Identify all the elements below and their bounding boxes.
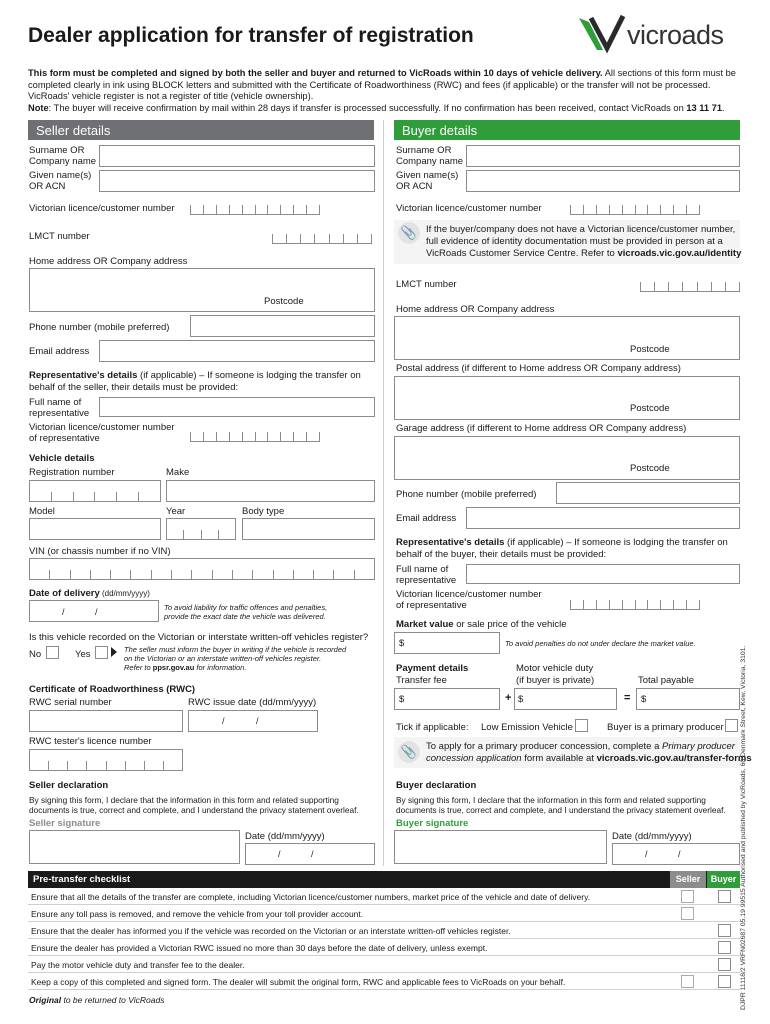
seller-rep-name-input[interactable] [99,397,375,417]
buyer-phone-label: Phone number (mobile preferred) [396,489,537,500]
written-off-question: Is this vehicle recorded on the Victorian or interstate written-off vehicles register? [29,632,369,643]
delivery-note-1: To avoid liability for traffic offences and penalties, [164,603,328,612]
buyer-licence-input[interactable] [570,205,700,215]
delivery-date-input[interactable] [29,600,159,622]
buyer-postcode-label-2: Postcode [630,403,670,414]
checklist-buyer-checkbox[interactable] [718,924,731,937]
buyer-postcode-label-1: Postcode [630,344,670,355]
seller-rep-bold: Representative's details [29,370,138,381]
duty-dollar: $ [518,694,524,705]
checklist-buyer-checkbox[interactable] [718,890,731,903]
buyer-rep-name-label2: representative [396,575,457,586]
seller-postcode-label: Postcode [264,296,304,307]
buyer-rep-lic-label2: of representative [396,600,467,611]
buyer-home-address-input[interactable] [394,316,740,360]
seller-rep-line2: behalf of the seller, their details must be provided: [29,382,239,393]
footer-original: Original [29,995,62,1005]
intro-bold: This form must be completed and signed by both the seller and buyer and returned to VicRoads within 10 days of vehicle delivery. [28,68,603,78]
checklist-header-bar [28,871,740,888]
equals-sign: = [624,692,631,704]
checklist-item-text: Ensure that all the details of the transfer are complete, including Victorian licence/customer numbers, market price of the vehicle and date of delivery. [31,892,591,902]
duty-input[interactable] [514,688,617,710]
checklist-item [28,923,740,939]
buyer-signature-label: Buyer signature [396,818,469,829]
transfer-fee-input[interactable] [394,688,500,710]
total-payable-input[interactable] [636,688,740,710]
buyer-rep-lic-input[interactable] [570,600,700,610]
buyer-id-note-3 [426,248,741,259]
checklist-buyer-checkbox[interactable] [718,958,731,971]
buyer-phone-input[interactable] [556,482,740,504]
checklist-item-text: Pay the motor vehicle duty and transfer fee to the dealer. [31,960,245,970]
delivery-date-format: (dd/mm/yyyy) [99,589,150,598]
market-value-rest: or sale price of the vehicle [453,619,567,630]
rwc-serial-input[interactable] [29,710,183,732]
payment-details-heading: Payment details [396,663,469,674]
low-emission-checkbox[interactable] [575,719,588,732]
paperclip-icon: 📎 [398,222,420,244]
registration-combs [29,492,161,502]
buyer-surname-label: Surname OR [396,145,452,156]
rwc-serial-label: RWC serial number [29,697,112,708]
transfer-forms-link[interactable]: vicroads.vic.gov.au/transfer-forms [596,753,752,764]
arrow-right-icon [111,647,117,657]
wo-note3a: Refer to [124,663,153,672]
seller-phone-input[interactable] [190,315,375,337]
intro-rest: All sections of this form must be completed clearly in ink using BLOCK letters and submitted with the Certificate of Roadworthiness (RWC) and fees (if applicable) or the transfer will not be processed. VicRoads' vehicle register is not a register of title (vehicle ownership). [28,68,736,101]
vicroads-logo-text: vicroads [627,20,724,50]
seller-company-label: Company name [29,156,97,167]
note-text: : The buyer will receive confirmation by mail within 28 days if transfer is processed successfully. If no confirmation has been received, contact VicRoads on [48,102,687,113]
buyer-email-label: Email address [396,513,457,524]
seller-licence-input[interactable] [190,205,320,215]
delivery-date-bold: Date of delivery [29,588,100,599]
buyer-rep-lic-label1: Victorian licence/customer number [396,589,542,600]
checklist-buyer-checkbox[interactable] [718,975,731,988]
seller-rep-lic-input[interactable] [190,432,320,442]
buyer-email-input[interactable] [466,507,740,529]
total-payable-label: Total payable [638,675,694,686]
buyer-given-label: Given name(s) [396,170,459,181]
buyer-date-input[interactable] [612,843,740,865]
seller-signature-label: Seller signature [29,818,101,829]
primary-producer-label: Buyer is a primary producer [607,722,724,733]
rwc-date-input[interactable] [188,710,318,732]
seller-phone-label: Phone number (mobile preferred) [29,322,170,333]
buyer-garage-input[interactable] [394,436,740,480]
buyer-home-address-label: Home address OR Company address [396,304,555,315]
low-emission-label: Low Emission Vehicle [481,722,573,733]
concession-2b: form available at [521,753,597,764]
publication-side-text: DJPR 11118/2 VRFN02687 05.19 99515 Authorised and published by VicRoads, 60 Denmark Street, Kew, Victoria, 3101. [740,645,747,1010]
model-label: Model [29,506,55,517]
buyer-postcode-label-3: Postcode [630,463,670,474]
seller-rep-heading [29,370,361,381]
checklist-item-text: Ensure the dealer has provided a Victorian RWC issued no more than 30 days before the date of delivery, unless exempt. [31,943,488,953]
checklist-item [28,974,740,990]
checklist-item [28,957,740,973]
checklist-item [28,889,740,905]
checklist-item-text: Ensure any toll pass is removed, and remove the vehicle from your toll provider account. [31,909,364,919]
column-divider [383,120,384,866]
checklist-buyer-checkbox[interactable] [718,941,731,954]
seller-rep-lic-label1: Victorian licence/customer number [29,422,175,433]
seller-declaration-text-2: documents is true, correct and complete, and I understand the privacy statement overleaf. [29,805,359,815]
buyer-postal-input[interactable] [394,376,740,420]
vin-label: VIN (or chassis number if no VIN) [29,546,171,557]
registration-label: Registration number [29,467,115,478]
buyer-rep-line2: behalf of the buyer, their details must be provided: [396,549,607,560]
buyer-rep-bold: Representative's details [396,537,505,548]
checklist-item-text: Ensure that the dealer has informed you if the vehicle was recorded on the Victorian or an interstate written-off vehicles register. [31,926,511,936]
footer-note [29,995,164,1006]
seller-declaration-heading: Seller declaration [29,780,109,791]
buyer-details-header: Buyer details [394,120,740,140]
seller-date-input[interactable] [245,843,375,865]
concession-2a: concession application [426,753,522,764]
year-label: Year [166,506,186,517]
seller-lmct-input[interactable] [272,234,372,244]
wo-note3c: for information. [194,663,247,672]
delivery-date-label [29,588,150,599]
seller-rep-name-label1: Full name of [29,397,82,408]
vicroads-logo [577,14,743,54]
seller-home-address-label: Home address OR Company address [29,256,188,267]
checklist-heading: Pre-transfer checklist [33,874,131,885]
buyer-signature-input[interactable] [394,830,607,864]
vin-combs [29,570,375,580]
concession-note-1 [426,741,735,752]
concession-1b: Primary producer [662,741,735,752]
buyer-surname-input[interactable] [466,145,740,167]
buyer-rep-name-input[interactable] [466,564,740,584]
seller-declaration-text-1: By signing this form, I declare that the information in this form and related supporting [29,795,339,805]
make-label: Make [166,467,190,478]
seller-given-input[interactable] [99,170,375,192]
market-value-label [396,619,567,630]
buyer-id-note-1: If the buyer/company does not have a Victorian licence/customer number, [426,224,736,235]
duty-label-2: (if buyer is private) [516,675,595,686]
no-label: No [29,649,42,660]
checklist-item-text: Keep a copy of this completed and signed form. The dealer will submit the original form, RWC and applicable fees to VicRoads on your behalf. [31,977,566,987]
seller-licence-label: Victorian licence/customer number [29,203,175,214]
page-title: Dealer application for transfer of registration [28,24,474,47]
checklist-seller-checkbox[interactable] [681,890,694,903]
seller-details-header: Seller details [28,120,374,140]
buyer-declaration-text-2: documents is true, correct and complete, and I understand the privacy statement overleaf. [396,805,726,815]
buyer-company-label: Company name [396,156,464,167]
buyer-lmct-label: LMCT number [396,279,457,290]
buyer-lmct-input[interactable] [640,282,740,292]
body-type-input[interactable] [242,518,375,540]
rwc-tester-label: RWC tester's licence number [29,736,152,747]
buyer-licence-label: Victorian licence/customer number [396,203,542,214]
buyer-acn-label: OR ACN [396,181,433,192]
note-phone: 13 11 71 [686,102,723,113]
primary-producer-checkbox[interactable] [725,719,738,732]
buyer-declaration-text-1: By signing this form, I declare that the information in this form and related supporting [396,795,706,805]
written-off-no-checkbox[interactable] [46,646,59,659]
written-off-note-2: on the Victorian or an interstate written-off vehicles register. [124,654,322,663]
rwc-tester-combs [29,761,183,771]
buyer-postal-label: Postal address (if different to Home address OR Company address) [396,363,681,374]
footer-rest: to be returned to VicRoads [61,995,165,1005]
buyer-given-input[interactable] [466,170,740,192]
note-label: Note [28,102,49,113]
market-value-input[interactable] [394,632,500,654]
buyer-garage-label: Garage address (if different to Home address OR Company address) [396,423,687,434]
written-off-yes-checkbox[interactable] [95,646,108,659]
seller-rep-rest: (if applicable) – If someone is lodging the transfer on [137,370,361,381]
seller-given-label: Given name(s) [29,170,92,181]
checklist-seller-checkbox[interactable] [681,907,694,920]
seller-rep-name-label2: representative [29,408,90,419]
year-combs [166,530,236,540]
seller-acn-label: OR ACN [29,181,66,192]
buyer-rep-heading [396,537,728,548]
seller-email-input[interactable] [99,340,375,362]
concession-note-2 [426,753,752,764]
buyer-id-note-2: full evidence of identity documentation must be provided in person at a [426,236,723,247]
paperclip-icon-2: 📎 [398,741,420,763]
checklist-item [28,906,740,922]
seller-surname-label: Surname OR [29,145,85,156]
seller-surname-input[interactable] [99,145,375,167]
rwc-date-label: RWC issue date (dd/mm/yyyy) [188,697,317,708]
note-end: . [722,102,725,113]
model-input[interactable] [29,518,161,540]
seller-email-label: Email address [29,346,90,357]
checklist-item [28,940,740,956]
checklist-buyer-col: Buyer [707,871,740,888]
buyer-date-label: Date (dd/mm/yyyy) [612,831,692,842]
seller-rep-lic-label2: of representative [29,433,100,444]
body-type-label: Body type [242,506,285,517]
buyer-rep-rest: (if applicable) – If someone is lodging the transfer on [504,537,728,548]
intro-text [28,68,740,114]
concession-1a: To apply for a primary producer concession, complete a [426,741,663,752]
tick-applicable-label: Tick if applicable: [396,722,469,733]
transfer-fee-dollar: $ [399,694,405,705]
plus-sign: + [505,692,512,704]
rwc-heading: Certificate of Roadworthiness (RWC) [29,684,196,695]
delivery-note-2: provide the exact date the vehicle was delivered. [164,612,326,621]
written-off-note-3 [124,663,246,672]
seller-lmct-label: LMCT number [29,231,90,242]
ppsr-link[interactable]: ppsr.gov.au [152,663,195,672]
yes-label: Yes [75,649,91,660]
market-value-note: To avoid penalties do not under declare the market value. [505,639,696,648]
vicroads-logo-icon [577,14,625,54]
vehicle-details-heading: Vehicle details [29,453,95,464]
buyer-rep-name-label1: Full name of [396,564,449,575]
seller-home-address-input[interactable] [29,268,375,312]
written-off-note-1: The seller must inform the buyer in writing if the vehicle is recorded [124,645,347,654]
seller-date-label: Date (dd/mm/yyyy) [245,831,325,842]
market-value-bold: Market value [396,619,454,630]
make-input[interactable] [166,480,375,502]
buyer-id-note3a: VicRoads Customer Service Centre. Refer to [426,248,618,259]
total-dollar: $ [641,694,647,705]
checklist-seller-checkbox[interactable] [681,975,694,988]
transfer-fee-label: Transfer fee [396,675,447,686]
checklist-seller-col: Seller [670,871,706,888]
duty-label-1: Motor vehicle duty [516,663,594,674]
seller-signature-input[interactable] [29,830,240,864]
identity-link[interactable]: vicroads.vic.gov.au/identity [617,248,742,259]
market-value-dollar: $ [399,638,405,649]
buyer-declaration-heading: Buyer declaration [396,780,477,791]
